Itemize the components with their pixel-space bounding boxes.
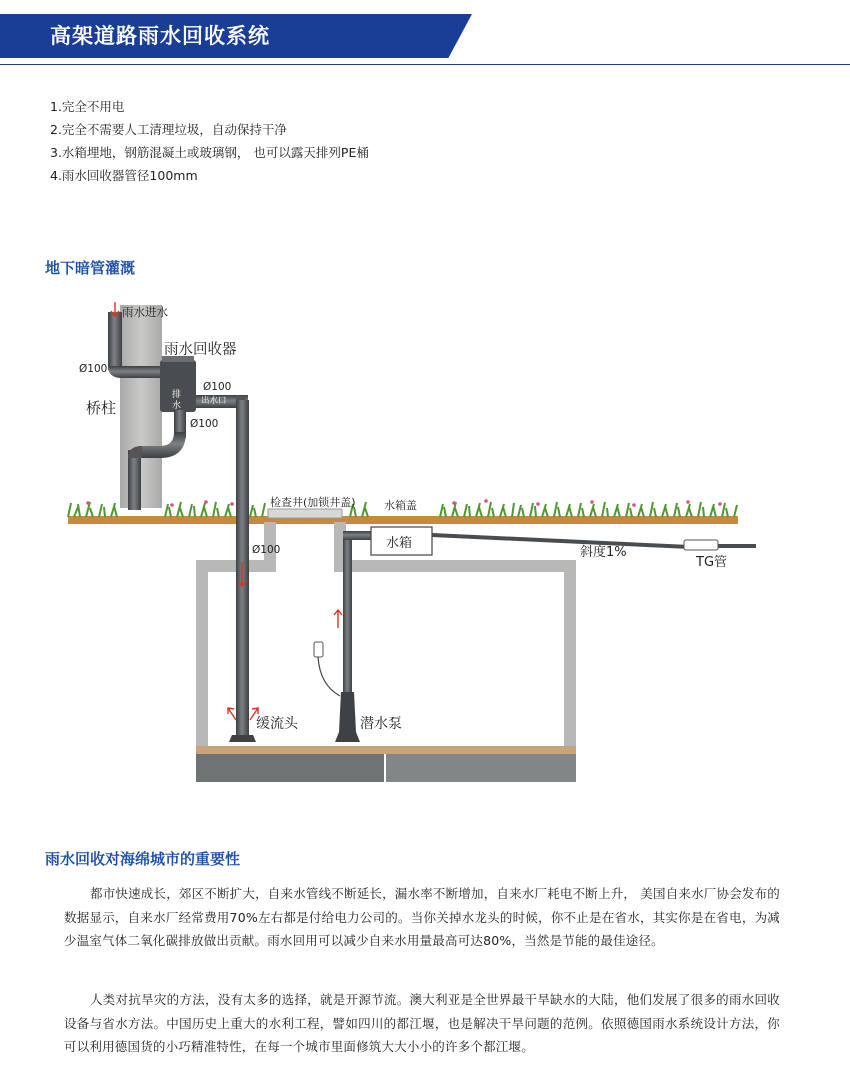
label-dia-left: Ø100 xyxy=(79,363,108,375)
drain-pipe-b xyxy=(128,450,141,510)
section-title-irrigation: 地下暗管灌溉 xyxy=(45,259,136,277)
submersible-pump xyxy=(335,692,360,742)
page-title: 高架道路雨水回收系统 xyxy=(50,24,270,48)
label-tank: 水箱 xyxy=(386,536,413,551)
label-collector: 雨水回收器 xyxy=(164,342,237,358)
label-pillar: 桥柱 xyxy=(86,399,117,417)
buffer-head xyxy=(229,735,256,742)
tg-pipe-coupler xyxy=(684,540,718,550)
feature-item: 4.雨水回收器管径100mm xyxy=(50,168,198,183)
label-drain-a: 排 xyxy=(172,390,182,400)
label-tank-cover: 水箱盖 xyxy=(384,499,417,512)
label-drain-b: 水 xyxy=(172,401,182,411)
float-switch xyxy=(314,642,323,657)
foundation-stone-left xyxy=(196,754,384,782)
label-dia-outlet: Ø100 xyxy=(203,381,232,393)
label-slope: 斜度1% xyxy=(580,545,627,560)
foundation-stone-right xyxy=(386,754,576,782)
feature-item: 1.完全不用电 xyxy=(50,99,125,114)
label-dia-down: Ø100 xyxy=(252,544,281,556)
label-buffer-head: 缓流头 xyxy=(256,716,298,732)
paragraph-2: 人类对抗旱灾的方法，没有太多的选择，就是开源节流。澳大利亚是全世界最干旱缺水的大陆，他们发展了很多的雨水回收设备与省水方法。中国历史上重大的水利工程，譬如四川的都江堰，也是解决干旱问题的范例。依照德国雨水系统设计方法，你可以利用德国货的小巧精准特性，在每一个城市里面修筑大大小小的许多个都江堰。 xyxy=(64,992,780,1054)
header-rule xyxy=(0,64,850,65)
foundation-slab xyxy=(196,746,576,754)
label-rain-inlet: 雨水进水 xyxy=(122,305,168,319)
label-pump: 潜水泵 xyxy=(360,716,402,732)
label-inspection-well: 检查井(加锁井盖) xyxy=(270,496,356,509)
inlet-elbow xyxy=(108,366,162,378)
tg-pipe xyxy=(432,535,690,547)
label-outlet: 出水口 xyxy=(201,396,227,406)
feature-list xyxy=(50,95,369,187)
float-cable xyxy=(318,657,340,696)
section-title-sponge-city: 雨水回收对海绵城市的重要性 xyxy=(45,850,241,868)
label-tg-pipe: TG管 xyxy=(696,555,728,570)
soil-strip xyxy=(68,516,738,524)
feature-item: 3.水箱埋地，钢筋混凝土或玻璃钢， 也可以露天排列PE桶 xyxy=(50,145,369,160)
feature-item: 2.完全不需要人工清理垃圾，自动保持干净 xyxy=(50,122,287,137)
rainwater-system-diagram xyxy=(0,290,850,790)
rain-downpipe xyxy=(108,312,122,370)
label-dia-lower: Ø100 xyxy=(190,418,219,430)
paragraph-1: 都市快速成长，郊区不断扩大，自来水管线不断延长，漏水率不断增加，自来水厂耗电不断上升， 美国自来水厂协会发布的数据显示，自来水厂经常费用70%左右都是付给电力公司的。当你关掉水龙头的时候，你不止是在省水，其实你是在省电，为减少温室气体二氧化碳排放做出贡献。雨水回用可以减少自来水用量最高可达80%，当然是节能的最佳途径。 xyxy=(64,886,780,948)
inspection-well-cover xyxy=(268,509,342,518)
